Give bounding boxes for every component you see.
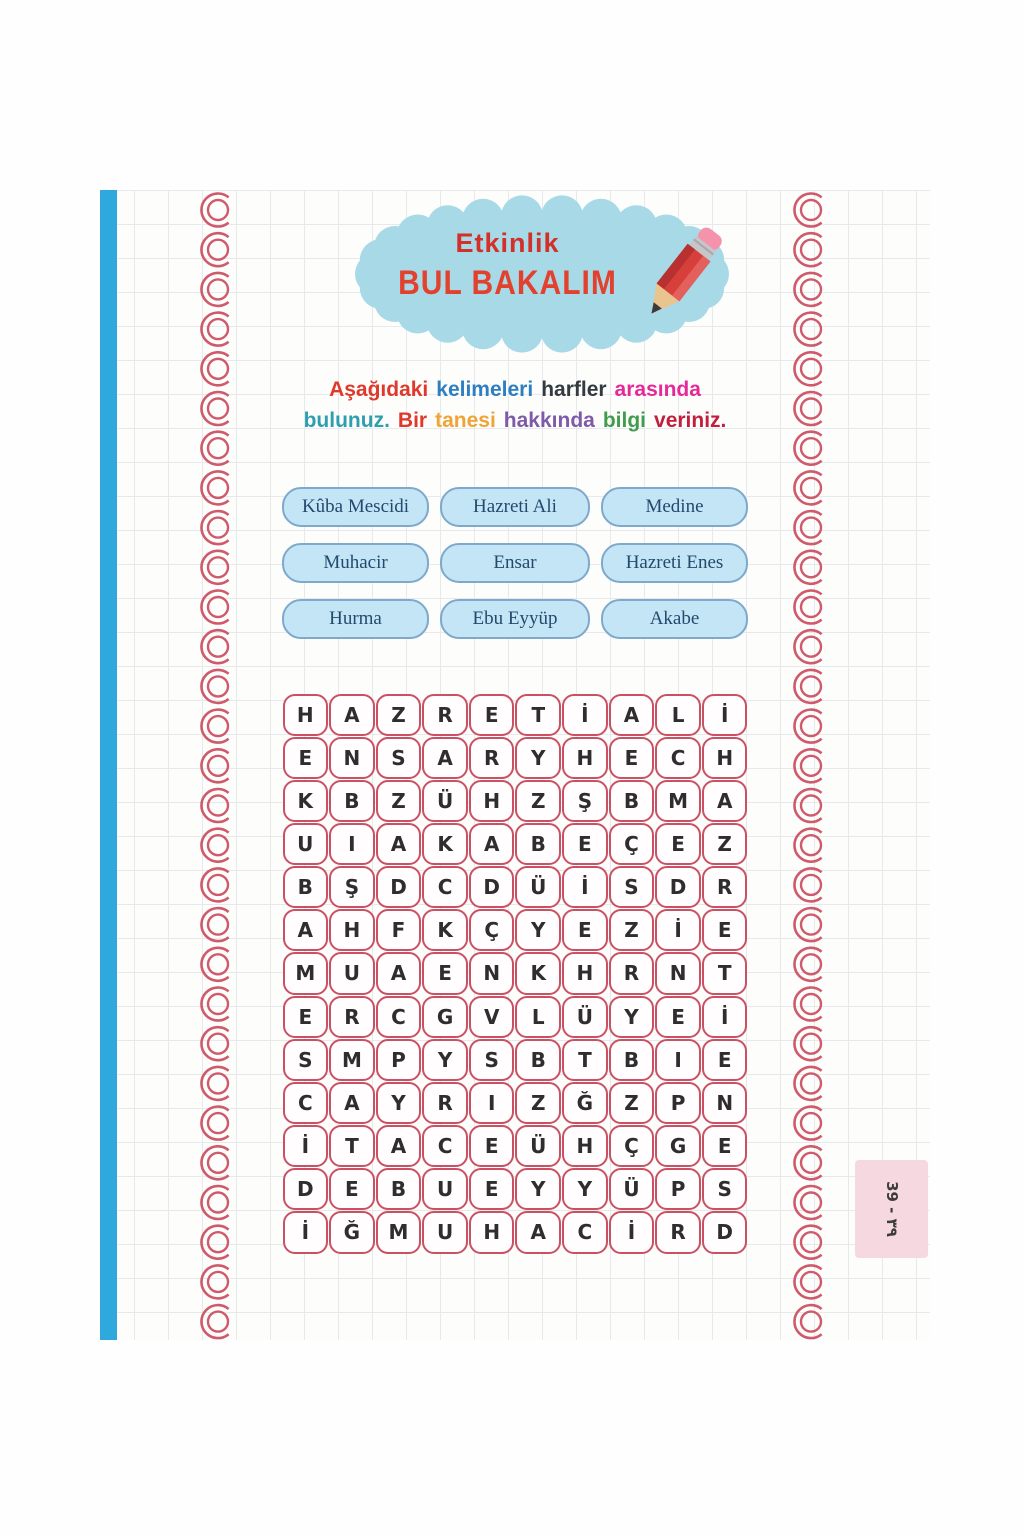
grid-cell[interactable]: Ü	[609, 1168, 655, 1210]
grid-cell[interactable]: E	[469, 1168, 515, 1210]
grid-cell[interactable]: I	[329, 823, 375, 865]
left-margin-bar	[100, 190, 117, 1340]
grid-cell[interactable]: Ş	[562, 780, 608, 822]
grid-cell[interactable]: S	[609, 866, 655, 908]
grid-cell[interactable]: B	[515, 823, 561, 865]
grid-cell[interactable]: M	[329, 1039, 375, 1081]
grid-cell[interactable]: Ü	[515, 1125, 561, 1167]
grid-cell[interactable]: İ	[562, 694, 608, 736]
grid-cell[interactable]: B	[609, 780, 655, 822]
grid-cell[interactable]: Z	[702, 823, 748, 865]
grid-cell[interactable]: E	[655, 823, 701, 865]
grid-cell[interactable]: İ	[562, 866, 608, 908]
grid-cell[interactable]: İ	[283, 1211, 329, 1253]
grid-cell[interactable]: Ü	[422, 780, 468, 822]
grid-cell[interactable]: H	[562, 1125, 608, 1167]
grid-cell[interactable]: C	[376, 996, 422, 1038]
grid-cell[interactable]: E	[702, 1125, 748, 1167]
grid-cell[interactable]: Ç	[609, 823, 655, 865]
worksheet-page	[100, 190, 930, 1340]
instruction-word: hakkında	[503, 409, 595, 432]
instruction-word: kelimeleri	[436, 378, 534, 401]
grid-cell[interactable]: U	[422, 1168, 468, 1210]
grid-cell[interactable]: E	[422, 952, 468, 994]
instructions	[220, 374, 810, 436]
grid-cell[interactable]: N	[702, 1082, 748, 1124]
grid-cell[interactable]: D	[376, 866, 422, 908]
grid-cell[interactable]: Z	[376, 780, 422, 822]
grid-cell[interactable]: K	[422, 823, 468, 865]
pencil-icon	[615, 212, 745, 342]
grid-cell[interactable]: F	[376, 909, 422, 951]
grid-cell[interactable]: H	[329, 909, 375, 951]
grid-cell[interactable]: Ş	[329, 866, 375, 908]
grid-cell[interactable]: D	[283, 1168, 329, 1210]
grid-cell[interactable]: C	[655, 737, 701, 779]
grid-cell[interactable]: L	[655, 694, 701, 736]
grid-cell[interactable]: Z	[515, 780, 561, 822]
grid-cell[interactable]: R	[329, 996, 375, 1038]
grid-cell[interactable]: T	[702, 952, 748, 994]
grid-cell[interactable]: D	[469, 866, 515, 908]
grid-cell[interactable]: B	[376, 1168, 422, 1210]
grid-cell[interactable]: B	[283, 866, 329, 908]
page-number-tab	[855, 1160, 928, 1258]
instruction-word: Aşağıdaki	[329, 378, 429, 401]
grid-cell[interactable]: Ü	[515, 866, 561, 908]
instruction-word: tanesi	[435, 409, 496, 432]
letter-grid	[282, 693, 748, 1254]
grid-cell[interactable]: C	[562, 1211, 608, 1253]
activity-subtitle: BUL BAKALIM	[398, 264, 617, 302]
grid-cell[interactable]: I	[469, 1082, 515, 1124]
grid-cell[interactable]: K	[283, 780, 329, 822]
word-chip[interactable]: Medine	[601, 487, 748, 527]
grid-cell[interactable]: T	[562, 1039, 608, 1081]
grid-cell[interactable]: A	[609, 694, 655, 736]
grid-cell[interactable]: E	[655, 996, 701, 1038]
grid-cell[interactable]: E	[702, 1039, 748, 1081]
grid-cell[interactable]: H	[469, 1211, 515, 1253]
grid-cell[interactable]: E	[329, 1168, 375, 1210]
grid-cell[interactable]: B	[609, 1039, 655, 1081]
grid-cell[interactable]: R	[422, 694, 468, 736]
grid-cell[interactable]: C	[422, 866, 468, 908]
grid-cell[interactable]: İ	[702, 996, 748, 1038]
grid-cell[interactable]: Z	[515, 1082, 561, 1124]
grid-cell[interactable]: K	[515, 952, 561, 994]
grid-cell[interactable]: İ	[655, 909, 701, 951]
word-chip[interactable]: Ensar	[440, 543, 590, 583]
grid-cell[interactable]: A	[376, 952, 422, 994]
grid-cell[interactable]: T	[329, 1125, 375, 1167]
grid-cell[interactable]: A	[376, 1125, 422, 1167]
grid-cell[interactable]: S	[469, 1039, 515, 1081]
grid-cell[interactable]: L	[515, 996, 561, 1038]
grid-cell[interactable]: Z	[609, 909, 655, 951]
word-chip[interactable]: Hazreti Ali	[440, 487, 590, 527]
grid-cell[interactable]: E	[283, 737, 329, 779]
grid-cell[interactable]: E	[562, 823, 608, 865]
word-chip[interactable]: Kûba Mescidi	[282, 487, 429, 527]
grid-cell[interactable]: R	[655, 1211, 701, 1253]
instruction-word: arasında	[614, 378, 701, 401]
grid-cell[interactable]: M	[376, 1211, 422, 1253]
grid-cell[interactable]: R	[702, 866, 748, 908]
grid-cell[interactable]: A	[469, 823, 515, 865]
word-chip[interactable]: Hurma	[282, 599, 429, 639]
grid-cell[interactable]: E	[469, 694, 515, 736]
grid-cell[interactable]: E	[283, 996, 329, 1038]
grid-cell[interactable]: H	[562, 952, 608, 994]
grid-cell[interactable]: B	[329, 780, 375, 822]
grid-cell[interactable]: I	[655, 1039, 701, 1081]
grid-cell[interactable]: R	[609, 952, 655, 994]
grid-cell[interactable]: D	[655, 866, 701, 908]
grid-cell[interactable]: D	[702, 1211, 748, 1253]
word-chip[interactable]: Ebu Eyyüp	[440, 599, 590, 639]
word-bank	[282, 487, 748, 639]
grid-cell[interactable]: K	[422, 909, 468, 951]
word-chip[interactable]: Muhacir	[282, 543, 429, 583]
grid-cell[interactable]: Y	[515, 737, 561, 779]
grid-cell[interactable]: N	[469, 952, 515, 994]
grid-cell[interactable]: Y	[609, 996, 655, 1038]
grid-cell[interactable]: P	[655, 1168, 701, 1210]
grid-cell[interactable]: U	[422, 1211, 468, 1253]
grid-cell[interactable]: N	[655, 952, 701, 994]
instruction-line	[220, 405, 810, 436]
grid-cell[interactable]: İ	[283, 1125, 329, 1167]
grid-cell[interactable]: S	[283, 1039, 329, 1081]
grid-cell[interactable]: İ	[702, 694, 748, 736]
grid-cell[interactable]: E	[469, 1125, 515, 1167]
grid-cell[interactable]: A	[376, 823, 422, 865]
grid-cell[interactable]: G	[422, 996, 468, 1038]
word-chip[interactable]: Akabe	[601, 599, 748, 639]
grid-cell[interactable]: E	[609, 737, 655, 779]
grid-cell[interactable]: R	[469, 737, 515, 779]
grid-cell[interactable]: Ğ	[329, 1211, 375, 1253]
grid-cell[interactable]: U	[329, 952, 375, 994]
grid-cell[interactable]: A	[702, 780, 748, 822]
grid-cell[interactable]: C	[283, 1082, 329, 1124]
grid-cell[interactable]: A	[329, 1082, 375, 1124]
grid-cell[interactable]: Ç	[469, 909, 515, 951]
grid-cell[interactable]: A	[329, 694, 375, 736]
grid-cell[interactable]: C	[422, 1125, 468, 1167]
grid-cell[interactable]: V	[469, 996, 515, 1038]
right-scroll-border-decoration	[788, 190, 834, 1340]
grid-cell[interactable]: Y	[515, 909, 561, 951]
grid-cell[interactable]: P	[376, 1039, 422, 1081]
grid-cell[interactable]: E	[562, 909, 608, 951]
grid-cell[interactable]: H	[562, 737, 608, 779]
grid-cell[interactable]: P	[655, 1082, 701, 1124]
grid-cell[interactable]: U	[283, 823, 329, 865]
word-chip[interactable]: Hazreti Enes	[601, 543, 748, 583]
instruction-word: Bir	[397, 409, 428, 432]
instruction-word: veriniz.	[654, 409, 727, 432]
grid-cell[interactable]: Ğ	[562, 1082, 608, 1124]
grid-cell[interactable]: N	[329, 737, 375, 779]
left-scroll-border-decoration	[195, 190, 241, 1340]
grid-cell[interactable]: B	[515, 1039, 561, 1081]
grid-cell[interactable]: Y	[515, 1168, 561, 1210]
grid-cell[interactable]: H	[469, 780, 515, 822]
grid-cell[interactable]: S	[702, 1168, 748, 1210]
grid-cell[interactable]: Z	[609, 1082, 655, 1124]
grid-cell[interactable]: M	[655, 780, 701, 822]
instruction-word: bilgi	[602, 409, 647, 432]
grid-cell[interactable]: Y	[422, 1039, 468, 1081]
grid-cell[interactable]: A	[422, 737, 468, 779]
grid-cell[interactable]: Y	[562, 1168, 608, 1210]
grid-cell[interactable]: H	[702, 737, 748, 779]
page-number-label: 39 - ٣٩	[882, 1181, 901, 1237]
grid-cell[interactable]: A	[283, 909, 329, 951]
grid-cell[interactable]: Ü	[562, 996, 608, 1038]
grid-cell[interactable]: Ç	[609, 1125, 655, 1167]
activity-header	[335, 190, 755, 365]
instruction-line	[220, 374, 810, 405]
grid-cell[interactable]: T	[515, 694, 561, 736]
instruction-word: bulunuz.	[303, 409, 390, 432]
grid-cell[interactable]: M	[283, 952, 329, 994]
instruction-word: harfler	[541, 378, 607, 401]
grid-cell[interactable]: S	[376, 737, 422, 779]
activity-title: Etkinlik	[455, 228, 560, 258]
grid-cell[interactable]: Y	[376, 1082, 422, 1124]
grid-cell[interactable]: İ	[609, 1211, 655, 1253]
grid-cell[interactable]: A	[515, 1211, 561, 1253]
grid-cell[interactable]: R	[422, 1082, 468, 1124]
grid-cell[interactable]: H	[283, 694, 329, 736]
grid-cell[interactable]: G	[655, 1125, 701, 1167]
grid-cell[interactable]: E	[702, 909, 748, 951]
grid-cell[interactable]: Z	[376, 694, 422, 736]
